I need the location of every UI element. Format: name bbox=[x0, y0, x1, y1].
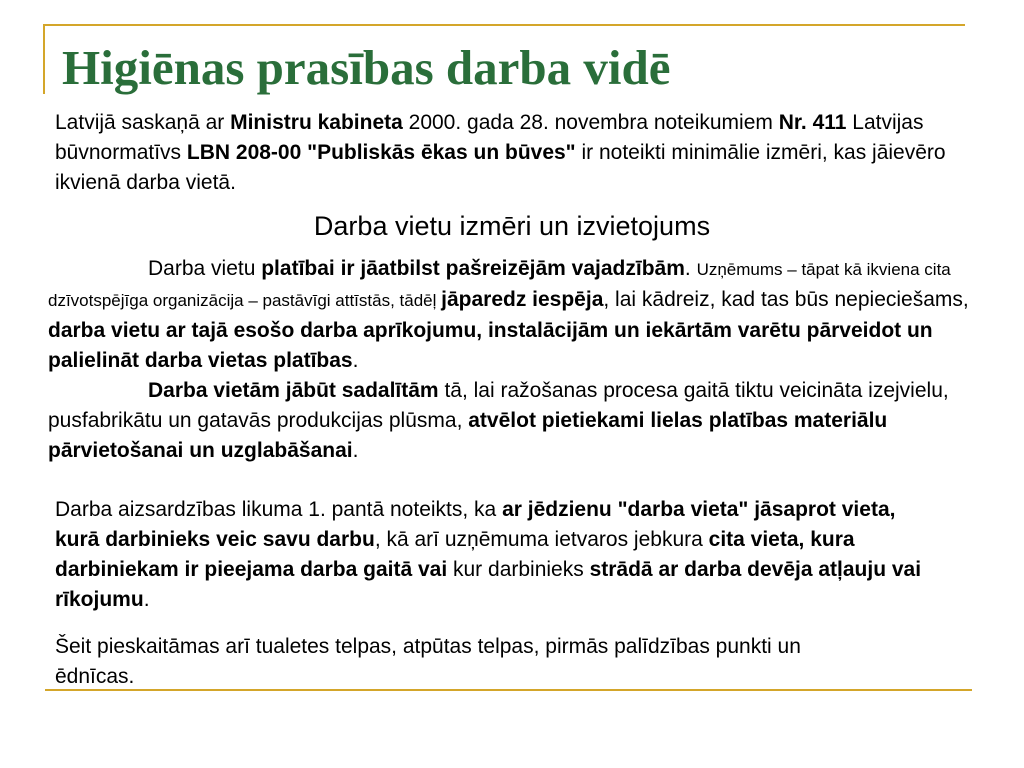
p1-text-3: , lai kādreiz, kad tas būs nepieciešams, bbox=[603, 288, 969, 311]
p2-bold-2: atvēlot pietiekami lielas platības materiālu pārvietošanai un uzglabāšanai bbox=[48, 409, 888, 462]
workplace-definition-paragraph bbox=[55, 495, 925, 615]
intro-text-3: Latvijas būvnormatīvs bbox=[55, 111, 924, 164]
frame-top-line bbox=[43, 24, 965, 26]
sec1-text-3: kur darbinieks bbox=[447, 558, 590, 581]
intro-text-2: 2000. gada 28. novembra noteikumiem bbox=[402, 111, 779, 134]
included-rooms-paragraph: Šeit pieskaitāmas arī tualetes telpas, atpūtas telpas, pirmās palīdzības punkti un ēdnīcas. bbox=[55, 635, 801, 688]
intro-paragraph bbox=[55, 108, 960, 198]
sec1-bold-3: strādā ar darba devēja atļauju vai rīkojumu bbox=[55, 558, 922, 611]
body-block bbox=[48, 254, 998, 466]
p1-bold-2: jāparedz iespēja bbox=[441, 288, 604, 311]
slide-title: Higiēnas prasības darba vidē bbox=[62, 40, 671, 95]
p2-text-1: tā, lai ražošanas procesa gaitā tiktu veicināta izejvielu, pusfabrikātu un gatavās produkcijas plūsma, bbox=[48, 379, 949, 432]
sec1-bold-1: ar jēdzienu "darba vieta" jāsaprot vieta, kurā darbinieks veic savu darbu bbox=[55, 498, 896, 551]
p1-text-1: Darba vietu bbox=[148, 257, 262, 280]
intro-bold-2: Nr. 411 bbox=[778, 111, 847, 134]
intro-bold-3: LBN 208-00 "Publiskās ēkas un būves" bbox=[186, 141, 576, 164]
sec1-bold-2: cita vieta, kura darbiniekam ir pieejama darba gaitā vai bbox=[55, 528, 855, 581]
intro-text-4: ir noteikti minimālie izmēri, kas jāievēro ikvienā darba vietā. bbox=[55, 141, 946, 194]
section-subheading: Darba vietu izmēri un izvietojums bbox=[313, 211, 711, 241]
frame-left-line bbox=[43, 24, 45, 94]
sec1-text-1: Darba aizsardzības likuma 1. pantā noteikts, ka bbox=[55, 498, 503, 521]
body-paragraph-1 bbox=[48, 254, 998, 376]
intro-bold-1: Ministru kabineta bbox=[230, 111, 403, 134]
p2-text-2: . bbox=[352, 439, 359, 462]
p1-bold-3: darba vietu ar tajā esošo darba aprīkojumu, instalācijām un iekārtām varētu pārveidot un palielināt darba vietas platības bbox=[48, 319, 933, 372]
p2-bold-1: Darba vietām jābūt sadalītām bbox=[148, 379, 439, 402]
sec1-text-2: , kā arī uzņēmuma ietvaros jebkura bbox=[374, 528, 709, 551]
intro-text-1: Latvijā saskaņā ar bbox=[55, 111, 231, 134]
p1-text-2: . bbox=[684, 257, 697, 280]
sec1-text-4: . bbox=[143, 588, 150, 611]
p1-text-4: . bbox=[352, 349, 359, 372]
p1-bold-1: platībai ir jāatbilst pašreizējām vajadzībām bbox=[261, 257, 685, 280]
p1-small-text: Uzņēmums – tāpat kā ikviena cita dzīvotspējīga organizācija – pastāvīgi attīstās, tādēļ bbox=[48, 260, 951, 310]
body-paragraph-2 bbox=[48, 376, 998, 466]
